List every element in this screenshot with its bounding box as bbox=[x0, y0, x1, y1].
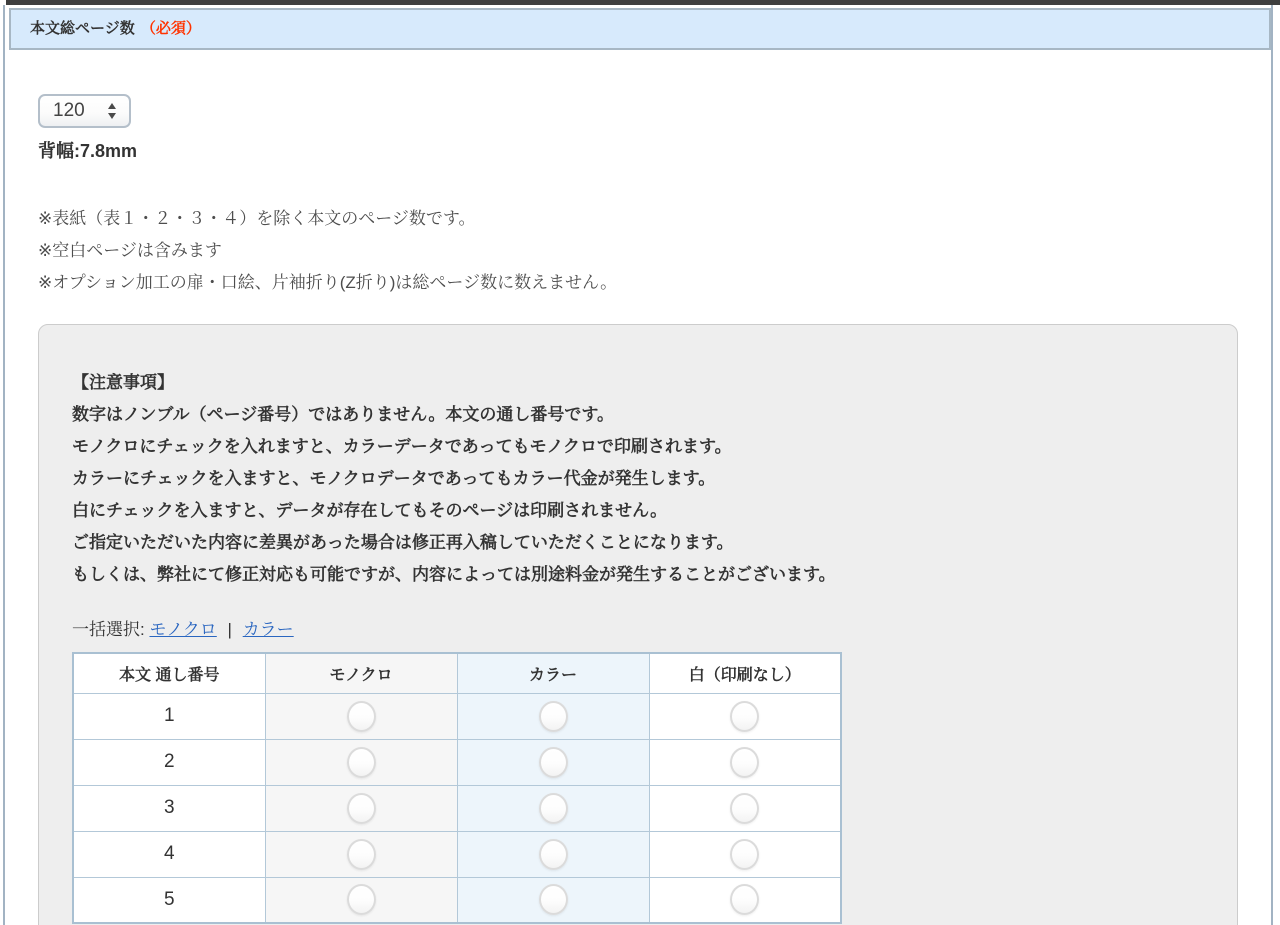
radio-page3-monochrome[interactable] bbox=[347, 793, 376, 824]
radio-page4-color[interactable] bbox=[539, 839, 568, 870]
page-number-cell: 3 bbox=[73, 785, 265, 831]
section-header bbox=[9, 8, 1271, 50]
page-count-value: 120 bbox=[53, 100, 85, 121]
table-header-row bbox=[73, 653, 841, 693]
radio-cell-white bbox=[649, 877, 841, 923]
radio-page2-white[interactable] bbox=[730, 747, 759, 778]
notes-list bbox=[38, 203, 1271, 299]
radio-page3-white[interactable] bbox=[730, 793, 759, 824]
radio-page4-white[interactable] bbox=[730, 839, 759, 870]
page-number-cell: 2 bbox=[73, 739, 265, 785]
radio-cell-color bbox=[457, 785, 649, 831]
spine-width-label: 背幅:7.8mm bbox=[38, 141, 138, 161]
radio-cell-white bbox=[649, 693, 841, 739]
radio-page2-monochrome[interactable] bbox=[347, 747, 376, 778]
table-row bbox=[73, 739, 841, 785]
table-header-cell: カラー bbox=[457, 653, 649, 693]
radio-page5-color[interactable] bbox=[539, 884, 568, 915]
radio-cell-color bbox=[457, 831, 649, 877]
required-badge: （必須） bbox=[140, 20, 201, 37]
page-color-table bbox=[72, 652, 842, 924]
radio-page1-white[interactable] bbox=[730, 701, 759, 732]
radio-cell-color bbox=[457, 877, 649, 923]
radio-cell-monochrome bbox=[265, 831, 457, 877]
caution-lines bbox=[72, 399, 1204, 591]
table-row bbox=[73, 693, 841, 739]
radio-page3-color[interactable] bbox=[539, 793, 568, 824]
radio-cell-color bbox=[457, 693, 649, 739]
page-number-cell: 4 bbox=[73, 831, 265, 877]
table-row bbox=[73, 831, 841, 877]
radio-page5-monochrome[interactable] bbox=[347, 884, 376, 915]
radio-page1-color[interactable] bbox=[539, 701, 568, 732]
section-title: 本文総ページ数 bbox=[30, 20, 135, 37]
table-header-cell: モノクロ bbox=[265, 653, 457, 693]
table-row bbox=[73, 785, 841, 831]
bulk-select-row bbox=[72, 615, 1204, 640]
caution-box bbox=[38, 324, 1238, 925]
caution-line: カラーにチェックを入ますと、モノクロデータであってもカラー代金が発生します。 bbox=[72, 469, 716, 488]
note-line: ※表紙（表１・２・３・４）を除く本文のページ数です。 bbox=[38, 209, 476, 228]
table-header-cell: 白（印刷なし） bbox=[649, 653, 841, 693]
radio-page1-monochrome[interactable] bbox=[347, 701, 376, 732]
table-header-cell: 本文 通し番号 bbox=[73, 653, 265, 693]
radio-cell-monochrome bbox=[265, 877, 457, 923]
radio-page5-white[interactable] bbox=[730, 884, 759, 915]
bulk-select-monochrome-link[interactable]: モノクロ bbox=[149, 620, 217, 639]
caution-line: 白にチェックを入ますと、データが存在してもそのページは印刷されません。 bbox=[72, 501, 668, 520]
radio-cell-white bbox=[649, 739, 841, 785]
radio-cell-monochrome bbox=[265, 785, 457, 831]
radio-page4-monochrome[interactable] bbox=[347, 839, 376, 870]
radio-page2-color[interactable] bbox=[539, 747, 568, 778]
bulk-select-separator: | bbox=[227, 620, 232, 639]
radio-cell-monochrome bbox=[265, 693, 457, 739]
select-stepper-icon bbox=[107, 102, 117, 120]
page-table-body bbox=[73, 693, 841, 923]
page-count-select[interactable] bbox=[38, 94, 131, 128]
page-number-cell: 5 bbox=[73, 877, 265, 923]
table-row bbox=[73, 877, 841, 923]
page-table-head bbox=[73, 653, 841, 693]
radio-cell-color bbox=[457, 739, 649, 785]
note-line: ※オプション加工の扉・口絵、片袖折り(Z折り)は総ページ数に数えません。 bbox=[38, 273, 618, 292]
bulk-select-color-link[interactable]: カラー bbox=[242, 620, 294, 639]
form-section-container bbox=[3, 5, 1273, 925]
caution-line: モノクロにチェックを入れますと、カラーデータであってもモノクロで印刷されます。 bbox=[72, 437, 732, 456]
radio-cell-white bbox=[649, 785, 841, 831]
bulk-select-label: 一括選択: bbox=[72, 620, 145, 639]
radio-cell-monochrome bbox=[265, 739, 457, 785]
note-line: ※空白ページは含みます bbox=[38, 241, 222, 260]
caution-line: ご指定いただいた内容に差異があった場合は修正再入稿していただくことになります。 bbox=[72, 533, 734, 552]
caution-line: 数字はノンブル（ページ番号）ではありません。本文の通し番号です。 bbox=[72, 405, 614, 424]
radio-cell-white bbox=[649, 831, 841, 877]
page-number-cell: 1 bbox=[73, 693, 265, 739]
caution-heading: 【注意事項】 bbox=[72, 373, 174, 392]
section-content bbox=[5, 50, 1271, 925]
caution-line: もしくは、弊社にて修正対応も可能ですが、内容によっては別途料金が発生することがございます。 bbox=[72, 565, 836, 584]
